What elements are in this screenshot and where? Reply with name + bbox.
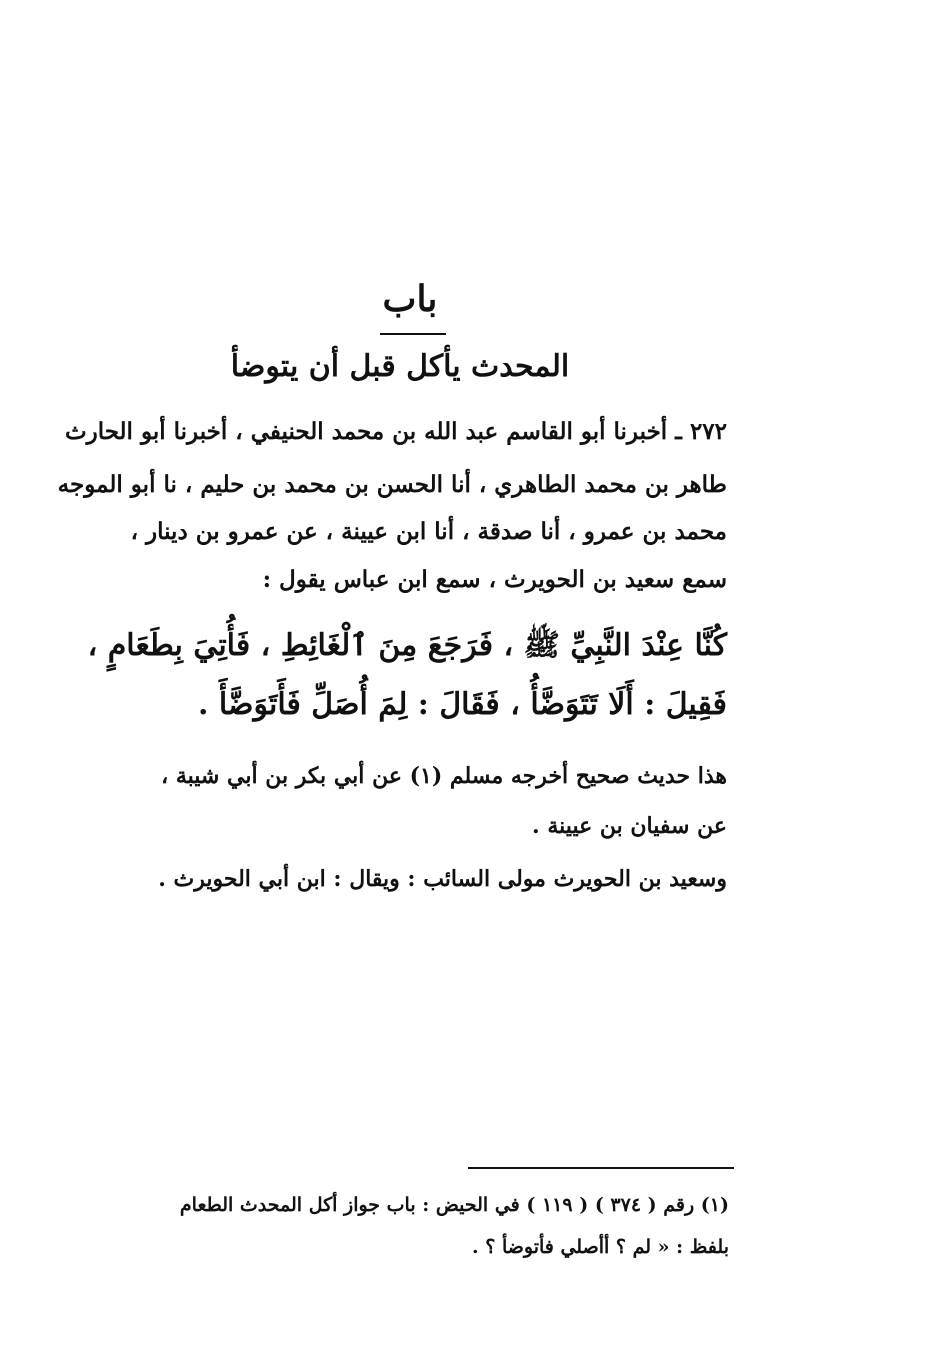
commentary-line-2: عن سفيان بن عيينة . bbox=[532, 813, 727, 839]
isnad-line-1: ٢٧٢ ـ أخبرنا أبو القاسم عبد الله بن محمد الحنيفي ، أخبرنا أبو الحارث bbox=[64, 418, 727, 445]
footnote-line-2: بلفظ : « لم ؟ أأصلي فأتوضأ ؟ . bbox=[472, 1236, 729, 1258]
isnad-line-2: طاهر بن محمد الطاهري ، أنا الحسن بن محمد بن حليم ، نا أبو الموجه bbox=[57, 471, 727, 498]
commentary-line-3: وسعيد بن الحويرث مولى السائب : ويقال : ابن أبي الحويرث . bbox=[158, 866, 727, 892]
chapter-title: المحدث يأكل قبل أن يتوضأ bbox=[230, 349, 570, 384]
footnote-separator bbox=[468, 1167, 734, 1169]
footnote-line-1: (١) رقم ( ٣٧٤ ) ( ١١٩ ) في الحيض : باب جواز أكل المحدث الطعام bbox=[179, 1194, 729, 1216]
chapter-underline bbox=[380, 333, 446, 335]
hadith-text-line-2: فَقِيلَ : أَلَا تَتَوَضَّأُ ، فَقَالَ : لِمَ أُصَلِّ فَأَتَوَضَّأَ . bbox=[198, 687, 727, 722]
isnad-line-4: سمع سعيد بن الحويرث ، سمع ابن عباس يقول : bbox=[262, 566, 727, 593]
hadith-text-line-1: كُنَّا عِنْدَ النَّبِيِّ ﷺ ، فَرَجَعَ مِنَ ٱلْغَائِطِ ، فَأُتِيَ بِطَعَامٍ ، bbox=[87, 628, 727, 663]
commentary-line-1: هذا حديث صحيح أخرجه مسلم (١) عن أبي بكر بن أبي شيبة ، bbox=[161, 763, 727, 789]
isnad-line-3: محمد بن عمرو ، أنا صدقة ، أنا ابن عيينة ، عن عمرو بن دينار ، bbox=[130, 518, 727, 545]
chapter-label: باب bbox=[382, 278, 438, 320]
